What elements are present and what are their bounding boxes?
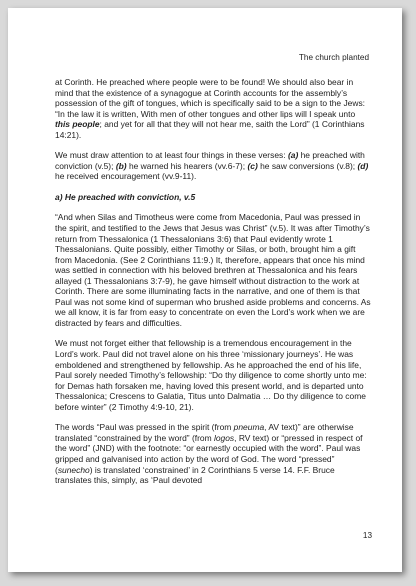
text-run: at Corinth. He preached where people were to be found! We should also bear in mind that the existence of a synagogue at Corinth accounts for the assembly’s possession of the gift of tongues, which is specifically said to be a sign to the Jews: “In the law it is written, With men of other tongues and other lips will I speak unto — [55, 77, 366, 119]
paragraph-2 — [55, 150, 371, 182]
text-run: ) is translated ‘constrained’ in 2 Corinthians 5 verse 14. F.F. Bruce translates this, simply, as ‘Paul devoted — [55, 464, 335, 486]
text-run: he warned his hearers (vv.6-7); — [126, 160, 248, 171]
point-marker-d: (d) — [357, 160, 369, 171]
greek-word: sunecho — [57, 464, 90, 475]
text-run: he preached with conviction (v.5); — [55, 150, 365, 171]
text-run: he saw conversions (v.8); — [257, 160, 358, 171]
section-heading: a) He preached with conviction, v.5 — [55, 191, 196, 202]
greek-word: pneuma — [233, 422, 265, 433]
paragraph-5 — [55, 422, 371, 485]
running-head: The church planted — [298, 53, 369, 62]
text-run: he received encouragement (vv.9-11). — [55, 171, 197, 182]
point-marker-b: (b) — [115, 160, 127, 171]
page-body — [55, 77, 371, 496]
emphasis: this people — [55, 119, 100, 130]
paragraph-1 — [55, 77, 371, 140]
page-number: 13 — [362, 531, 372, 540]
text-run: , AV text)” are otherwise translated “constrained by the word” (from — [55, 422, 354, 443]
text-run: The words “Paul was pressed in the spirit (from — [55, 422, 234, 433]
book-page — [8, 8, 402, 572]
paragraph-4: We must not forget either that fellowship is a tremendous encouragement in the Lord’s work. Paul did not travel alone on his three ‘missionary journeys’. He was emboldened and strengthened by fellowship. As he approached the end of his life, Paul sorely needed Timothy’s fellowship: “Do thy diligence to come shortly unto me: for Demas hath forsaken me, having loved this present world, and is departed unto Thessalonica; Crescens to Galatia, Titus unto Dalmatia … Do thy diligence to come before winter” (2 Timothy 4:9-10, 21). — [55, 338, 367, 412]
text-run: , RV text) or “pressed in respect of the word” (JND) with the footnote: “or earnestly occupied with the word”. Paul was gripped and galvanised into action by the word of God. The word “pressed” ( — [55, 432, 363, 475]
point-marker-c: (c) — [247, 160, 258, 171]
text-run: We must draw attention to at least four things in these verses: — [55, 150, 288, 161]
point-marker-a: (a) — [287, 150, 299, 161]
paragraph-3: “And when Silas and Timotheus were come from Macedonia, Paul was pressed in the spirit, and testified to the Jews that Jesus was Christ” (v.5). It was after Timothy’s return from Thessalonica (1 Thessalonians 3:6) that Paul evidently wrote 1 Thessalonians. Quite possibly, either Timothy or Silas, or both, brought him a gift from Macedonia. (See 2 Corinthians 11:9.) It, therefore, appears that once his mind was settled in connection with his beloved brethren at Thessalonica and his fears allayed (1 Thessalonians 3:7-9), he gave himself without distraction to the work at Corinth. There are some illuminating facts in the narrative, and one of them is that Paul was not some kind of superman who brushed aside problems and concerns. As we all know, it is far from easy to concentrate on even the Lord’s work when we are distracted by fears and difficulties. — [55, 212, 371, 328]
text-run: ; and yet for all that they will not hear me, saith the Lord” (1 Corinthians 14:21). — [55, 119, 365, 140]
greek-word: logos — [213, 432, 235, 443]
